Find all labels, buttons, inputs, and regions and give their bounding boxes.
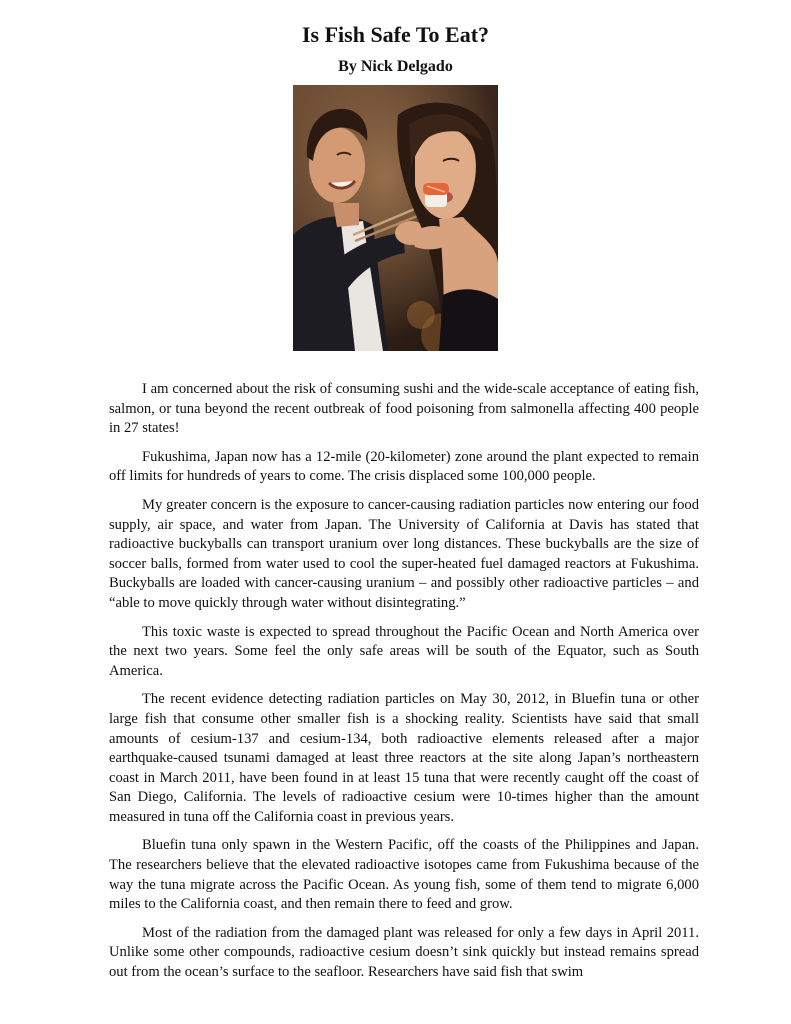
paragraph: Fukushima, Japan now has a 12-mile (20-kilometer) zone around the plant expected to remain off limits for hundreds of years to come. The crisis displaced some 100,000 people. [109,448,699,485]
paragraph: My greater concern is the exposure to cancer-causing radiation particles now entering our food supply, air space, and water from Japan. The University of California at Davis has stated that radioactive buckyballs can transport uranium over long distances. These buckyballs are the size of soccer balls, formed from water used to cool the super-heated fuel damaged reactors at Fukushima. Buckyballs are loaded with cancer-causing uranium – and possibly other radioactive particles – and “able to move quickly through water without disintegrating.” [109,496,699,611]
paragraph: The recent evidence detecting radiation particles on May 30, 2012, in Bluefin tuna or other large fish that consume other smaller fish is a shocking reality. Scientists have said that small amounts of cesium-137 and cesium-134, both radioactive elements released after a major earthquake-caused tsunami damaged at least three reactors at the site along Japan’s northeastern coast in March 2011, have been found in at least 15 tuna that were recently caught off the coast of San Diego, California. The levels of radioactive cesium were 10-times higher than the amount measured in tuna off the California coast in previous years. [109,691,699,825]
paragraph: This toxic waste is expected to spread throughout the Pacific Ocean and North America over the next two years. Some feel the only safe areas will be south of the Equator, such as South America. [109,623,699,679]
photo-illustration [293,85,498,351]
paragraph: Most of the radiation from the damaged plant was released for only a few days in April 2011. Unlike some other compounds, radioactive cesium doesn’t sink quickly but instead remains spread out from the ocean’s surface to the seafloor. Researchers have said fish that swim [109,924,699,981]
document-title: Is Fish Safe To Eat? [301,22,490,47]
couple-eating-sushi-photo [293,85,498,351]
paragraph: Bluefin tuna only spawn in the Western Pacific, off the coasts of the Philippines and Japan. The researchers believe that the elevated radioactive isotopes came from Fukushima because of the way the tuna migrate across the Pacific Ocean. As young fish, some of them tend to migrate 6,000 miles to the California coast, and then remain there to feed and grow. [109,837,699,913]
paragraph: I am concerned about the risk of consuming sushi and the wide-scale acceptance of eating fish, salmon, or tuna beyond the recent outbreak of food poisoning from salmonella affecting 400 people in 27 states! [109,381,699,437]
article-body [109,380,699,992]
author-byline: By Nick Delgado [338,58,453,75]
